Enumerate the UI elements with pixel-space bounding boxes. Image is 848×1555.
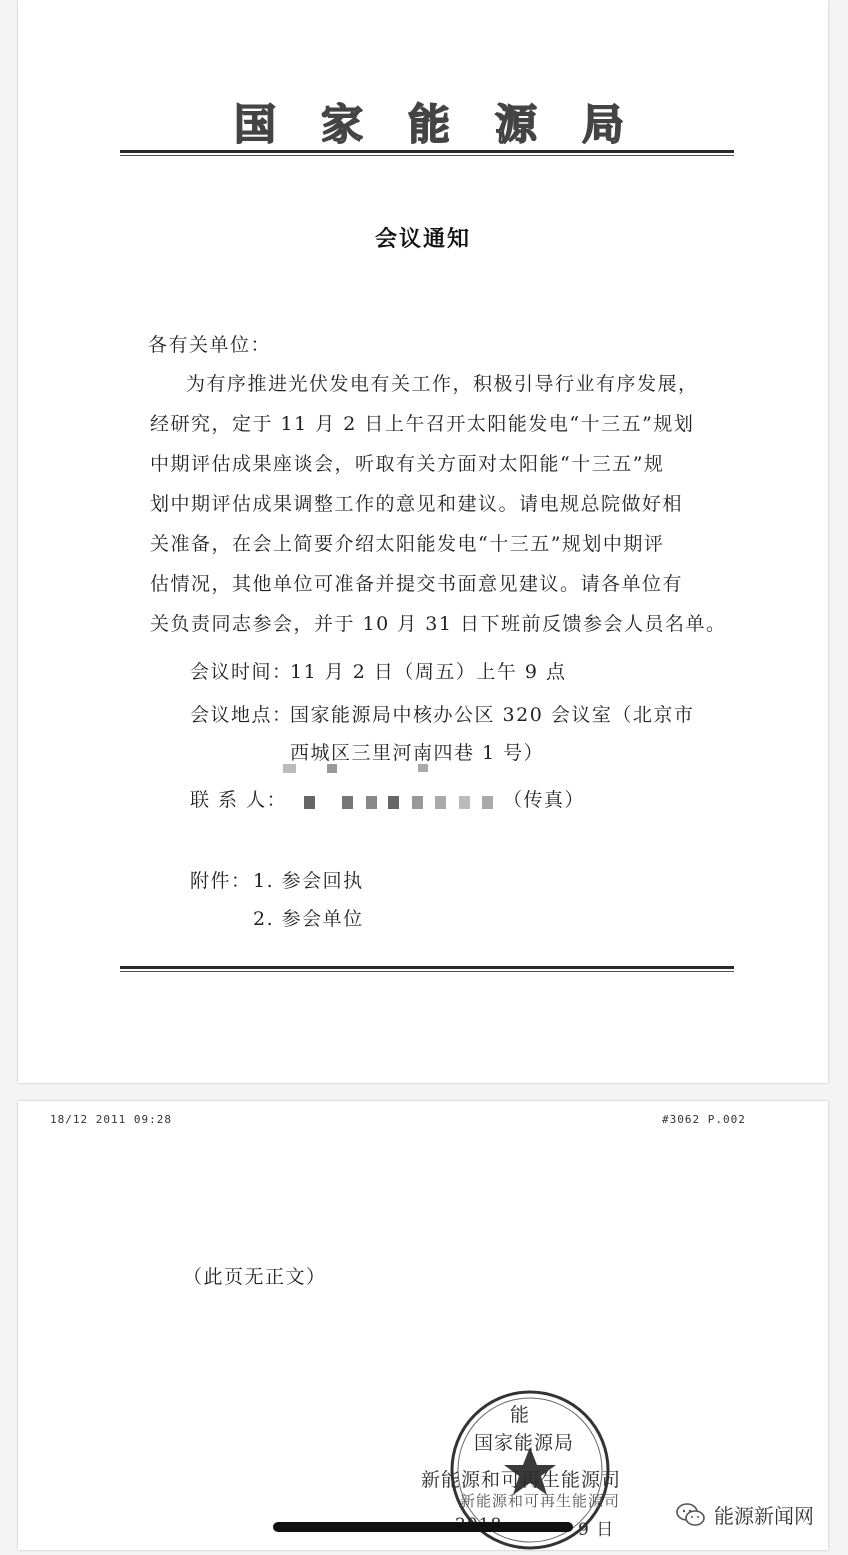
fax-timestamp: 18/12 2011 09:28 (50, 1113, 172, 1126)
letterhead-char: 家 (320, 100, 363, 149)
letterhead-char: 源 (494, 100, 537, 149)
body-line: 划中期评估成果调整工作的意见和建议。请电规总院做好相 (150, 493, 684, 515)
letterhead-char: 国 (234, 100, 277, 149)
fax-page-number: #3062 P.002 (662, 1113, 746, 1126)
seal-stamp-line-faint: 新能源和可再生能源司 (460, 1492, 621, 1510)
body-line: 为有序推进光伏发电有关工作，积极引导行业有序发展， (186, 373, 699, 395)
seal-date-right: 9 日 (578, 1520, 615, 1540)
meeting-place-value-cont: 西城区三里河南四巷 1 号） (290, 742, 545, 764)
letterhead (234, 92, 624, 152)
letterhead-rule (120, 150, 734, 156)
letterhead-char: 局 (581, 100, 624, 149)
home-indicator[interactable] (273, 1522, 573, 1532)
wechat-icon (676, 1502, 706, 1528)
seal-inner-text: 国家能源局 (474, 1432, 575, 1454)
body-line: 经研究，定于 11 月 2 日上午召开太阳能发电“十三五”规划 (150, 413, 695, 435)
seal-stamp-line: 新能源和可再生能源司 (421, 1469, 622, 1491)
document-page-1 (18, 0, 828, 1083)
body-line: 关负责同志参会，并于 10 月 31 日下班前反馈参会人员名单。 (150, 613, 727, 635)
letterhead-char: 能 (407, 100, 450, 149)
body-line: 关准备，在会上简要介绍太阳能发电“十三五”规划中期评 (150, 533, 665, 555)
attachment-item: 1. 参会回执 (253, 870, 364, 892)
body-line: 估情况，其他单位可准备并提交书面意见建议。请各单位有 (150, 573, 684, 595)
seal-arc-text: 能 (510, 1404, 531, 1426)
body-line: 中期评估成果座谈会，听取有关方面对太阳能“十三五”规 (150, 453, 665, 475)
contact-fax-suffix: （传真） (503, 789, 586, 811)
no-body-note: （此页无正文） (183, 1266, 327, 1288)
footer-rule (120, 966, 734, 972)
watermark (676, 1500, 814, 1529)
attachments-label: 附件： (190, 870, 252, 892)
meeting-place-label: 会议地点： (190, 704, 293, 726)
attachment-item: 2. 参会单位 (253, 908, 364, 930)
watermark-label: 能源新闻网 (714, 1504, 814, 1528)
salutation: 各有关单位： (148, 334, 272, 356)
meeting-time-label: 会议时间： (190, 661, 293, 683)
contact-label: 联 系 人： (190, 789, 288, 811)
meeting-place-value: 国家能源局中核办公区 320 会议室（北京市 (290, 704, 695, 726)
notice-title: 会议通知 (374, 227, 471, 252)
meeting-time-value: 11 月 2 日（周五）上午 9 点 (290, 661, 567, 683)
